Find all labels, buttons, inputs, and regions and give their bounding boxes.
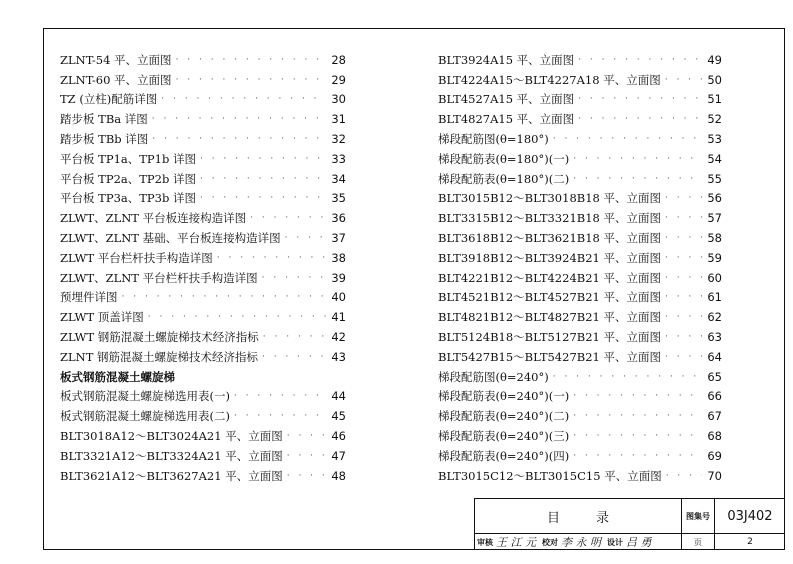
atlas-number-label: 图集号 [682, 499, 715, 534]
dot-leader [665, 332, 702, 342]
dot-leader [665, 193, 702, 203]
dot-leader [200, 154, 326, 164]
dot-leader [578, 114, 702, 124]
dot-leader [200, 174, 326, 184]
toc-entry-page: 38 [331, 250, 346, 265]
dot-leader [665, 352, 702, 362]
toc-entry-title: 平台板 TP2a、TP2b 详图 [60, 171, 196, 186]
toc-entry [438, 406, 722, 426]
toc-entry-page: 30 [331, 92, 346, 107]
dot-leader [665, 292, 702, 302]
toc-entry-title: BLT3618B12～BLT3621B18 平、立面图 [438, 231, 661, 246]
dot-leader [250, 213, 326, 223]
toc-entry [60, 149, 346, 169]
design-signature: 吕 勇 [626, 536, 652, 549]
toc-left-column [60, 50, 346, 486]
toc-entry-page: 28 [331, 52, 346, 67]
toc-entry [438, 90, 722, 110]
toc-entry-page: 44 [331, 389, 346, 404]
toc-entry-title: 梯段配筋图(θ=180°) [438, 132, 549, 147]
toc-entry-title: 梯段配筋表(θ=240°)(四) [438, 448, 570, 463]
toc-entry [60, 189, 346, 209]
dot-leader [122, 292, 327, 302]
toc-entry [60, 248, 346, 268]
toc-entry-page: 33 [331, 151, 346, 166]
toc-entry [438, 208, 722, 228]
toc-entry-page: 62 [707, 310, 722, 325]
toc-entry-page: 50 [707, 72, 722, 87]
dot-leader [665, 75, 702, 85]
dot-leader [152, 114, 326, 124]
dot-leader [573, 174, 702, 184]
toc-entry [60, 50, 346, 70]
toc-entry-page: 32 [331, 132, 346, 147]
toc-entry [438, 387, 722, 407]
signature-row [475, 534, 682, 550]
toc-entry-page: 56 [707, 191, 722, 206]
toc-entry-page: 41 [331, 310, 346, 325]
page-label: 页 [682, 534, 715, 550]
dot-leader [665, 273, 702, 283]
title-block-title: 目录 [475, 499, 682, 534]
toc-entry-page: 45 [331, 409, 346, 424]
toc-entry-title: 板式钢筋混凝土螺旋梯选用表(二) [60, 409, 230, 424]
dot-leader [573, 431, 702, 441]
dot-leader [666, 471, 702, 481]
toc-entry-title: 平台板 TP1a、TP1b 详图 [60, 151, 196, 166]
toc-entry-page: 43 [331, 349, 346, 364]
toc-entry [438, 169, 722, 189]
toc-entry-title: 踏步板 TBa 详图 [60, 112, 148, 127]
toc-entry-title: BLT3018A12～BLT3024A21 平、立面图 [60, 429, 283, 444]
dot-leader [176, 75, 326, 85]
dot-leader [573, 391, 702, 401]
toc-entry-title: BLT4527A15 平、立面图 [438, 92, 575, 107]
toc-entry-page: 61 [707, 290, 722, 305]
toc-entry-page: 29 [331, 72, 346, 87]
toc-entry-title: BLT4221B12～BLT4224B21 平、立面图 [438, 270, 661, 285]
toc-entry-title: ZLWT 平台栏杆扶手构造详图 [60, 250, 213, 265]
toc-entry [438, 70, 722, 90]
dot-leader [217, 253, 326, 263]
dot-leader [176, 55, 326, 65]
toc-section-heading [60, 367, 346, 387]
dot-leader [262, 273, 326, 283]
dot-leader [665, 312, 702, 322]
dot-leader [553, 372, 702, 382]
toc-entry [438, 288, 722, 308]
toc-entry [438, 268, 722, 288]
toc-entry-page: 51 [707, 92, 722, 107]
toc-entry-title: BLT4821B12～BLT4827B21 平、立面图 [438, 310, 661, 325]
toc-entry [438, 129, 722, 149]
dot-leader [578, 55, 702, 65]
check-label: 校对 [542, 536, 558, 547]
toc-entry [60, 446, 346, 466]
toc-entry [60, 129, 346, 149]
dot-leader [285, 233, 326, 243]
toc-entry-page: 42 [331, 330, 346, 345]
toc-entry-page: 55 [707, 171, 722, 186]
dot-leader [262, 352, 326, 362]
toc-entry-title: BLT4224A15～BLT4227A18 平、立面图 [438, 72, 661, 87]
toc-entry-title: BLT3621A12～BLT3627A21 平、立面图 [60, 468, 283, 483]
toc-entry-title: TZ (立柱)配筋详图 [60, 92, 158, 107]
toc-entry [60, 228, 346, 248]
check-signature: 李 永 明 [561, 536, 601, 549]
toc-entry-page: 67 [707, 409, 722, 424]
toc-entry-page: 54 [707, 151, 722, 166]
dot-leader [553, 134, 702, 144]
toc-entry [60, 208, 346, 228]
toc-entry [60, 70, 346, 90]
toc-entry-title: 板式钢筋混凝土螺旋梯选用表(一) [60, 389, 230, 404]
toc-entry-title: 平台板 TP3a、TP3b 详图 [60, 191, 196, 206]
dot-leader [665, 233, 702, 243]
toc-entry-page: 70 [707, 468, 722, 483]
toc-entry-page: 60 [707, 270, 722, 285]
toc-entry-page: 40 [331, 290, 346, 305]
dot-leader [573, 451, 702, 461]
dot-leader [287, 451, 326, 461]
toc-entry-title: BLT4521B12～BLT4527B21 平、立面图 [438, 290, 661, 305]
toc-entry-title: BLT3924A15 平、立面图 [438, 52, 575, 67]
toc-entry [438, 228, 722, 248]
toc-entry-page: 47 [331, 448, 346, 463]
toc-entry [60, 90, 346, 110]
toc-entry [60, 307, 346, 327]
dot-leader [665, 213, 702, 223]
toc-entry-title: ZLWT、ZLNT 平台板连接构造详图 [60, 211, 247, 226]
toc-entry-page: 59 [707, 250, 722, 265]
toc-entry [60, 406, 346, 426]
atlas-number: 03J402 [715, 499, 785, 534]
dot-leader [665, 253, 702, 263]
page-number: 2 [747, 537, 753, 547]
toc-entry [438, 347, 722, 367]
toc-entry-page: 49 [707, 52, 722, 67]
toc-entry-page: 53 [707, 132, 722, 147]
dot-leader [287, 431, 326, 441]
toc-entry [438, 307, 722, 327]
toc-entry-title: BLT3918B12～BLT3924B21 平、立面图 [438, 250, 661, 265]
dot-leader [161, 94, 326, 104]
toc-entry-page: 31 [331, 112, 346, 127]
toc-entry [438, 367, 722, 387]
title-block [474, 498, 785, 550]
toc-entry [438, 149, 722, 169]
toc-entry-title: 梯段配筋表(θ=240°)(二) [438, 409, 570, 424]
toc-entry-page: 63 [707, 330, 722, 345]
toc-entry-title: ZLNT 钢筋混凝土螺旋梯技术经济指标 [60, 349, 259, 364]
toc-entry [438, 446, 722, 466]
toc-entry-page: 39 [331, 270, 346, 285]
toc-entry-title: ZLNT-60 平、立面图 [60, 72, 172, 87]
dot-leader [573, 154, 702, 164]
toc-right-column [438, 50, 722, 486]
toc-entry-title: 梯段配筋表(θ=180°)(一) [438, 151, 570, 166]
toc-entry [438, 426, 722, 446]
dot-leader [263, 332, 326, 342]
toc-entry-title: 踏步板 TBb 详图 [60, 132, 149, 147]
dot-leader [234, 411, 326, 421]
toc-entry-page: 37 [331, 231, 346, 246]
toc-entry-title: BLT3315B12～BLT3321B18 平、立面图 [438, 211, 661, 226]
dot-leader [148, 312, 326, 322]
dot-leader [200, 193, 326, 203]
toc-entry-page: 34 [331, 171, 346, 186]
toc-entry-title: BLT5124B18～BLT5127B21 平、立面图 [438, 330, 661, 345]
toc-entry [60, 169, 346, 189]
toc-entry [60, 387, 346, 407]
toc-entry-title: 梯段配筋表(θ=240°)(三) [438, 429, 570, 444]
toc-entry-title: ZLWT 钢筋混凝土螺旋梯技术经济指标 [60, 330, 259, 345]
dot-leader [578, 94, 702, 104]
toc-entry [60, 268, 346, 288]
toc-entry-title: BLT3015C12～BLT3015C15 平、立面图 [438, 468, 662, 483]
toc-entry [438, 189, 722, 209]
toc-entry-page: 35 [331, 191, 346, 206]
review-label: 审核 [477, 536, 493, 547]
toc-entry [60, 327, 346, 347]
toc-entry-title: 梯段配筋表(θ=180°)(二) [438, 171, 570, 186]
toc-entry-page: 46 [331, 429, 346, 444]
design-label: 设计 [607, 536, 623, 547]
toc-entry [438, 50, 722, 70]
dot-leader [573, 411, 702, 421]
toc-entry [438, 327, 722, 347]
toc-entry-page: 48 [331, 468, 346, 483]
toc-entry [438, 109, 722, 129]
toc-entry-page: 66 [707, 389, 722, 404]
toc-entry-title: ZLNT-54 平、立面图 [60, 52, 172, 67]
toc-entry-page: 64 [707, 349, 722, 364]
toc-entry-page: 36 [331, 211, 346, 226]
dot-leader [152, 134, 326, 144]
toc-entry-title: 预埋件详图 [60, 290, 118, 305]
toc-entry-title: ZLWT 顶盖详图 [60, 310, 144, 325]
toc-entry [60, 466, 346, 486]
toc-entry [60, 426, 346, 446]
toc-entry-title: 板式钢筋混凝土螺旋梯 [60, 369, 175, 384]
toc-entry-title: ZLWT、ZLNT 基础、平台板连接构造详图 [60, 231, 281, 246]
toc-entry-page: 68 [707, 429, 722, 444]
toc-entry-title: BLT3321A12～BLT3324A21 平、立面图 [60, 448, 283, 463]
toc-entry-page: 58 [707, 231, 722, 246]
toc-entry [60, 347, 346, 367]
toc-entry-title: ZLWT、ZLNT 平台栏杆扶手构造详图 [60, 270, 258, 285]
toc-entry-title: BLT5427B15～BLT5427B21 平、立面图 [438, 349, 661, 364]
toc-entry [60, 109, 346, 129]
dot-leader [234, 391, 326, 401]
toc-entry-title: BLT4827A15 平、立面图 [438, 112, 575, 127]
toc-entry [438, 248, 722, 268]
toc-entry-page: 65 [707, 369, 722, 384]
toc-entry [60, 288, 346, 308]
toc-entry-page: 57 [707, 211, 722, 226]
toc-entry-title: BLT3015B12～BLT3018B18 平、立面图 [438, 191, 661, 206]
toc-entry-page: 69 [707, 448, 722, 463]
dot-leader [287, 471, 326, 481]
toc-entry-page: 52 [707, 112, 722, 127]
review-signature: 王 江 元 [496, 536, 536, 549]
toc-entry-title: 梯段配筋图(θ=240°) [438, 369, 549, 384]
toc-entry [438, 466, 722, 486]
toc-entry-title: 梯段配筋表(θ=240°)(一) [438, 389, 570, 404]
